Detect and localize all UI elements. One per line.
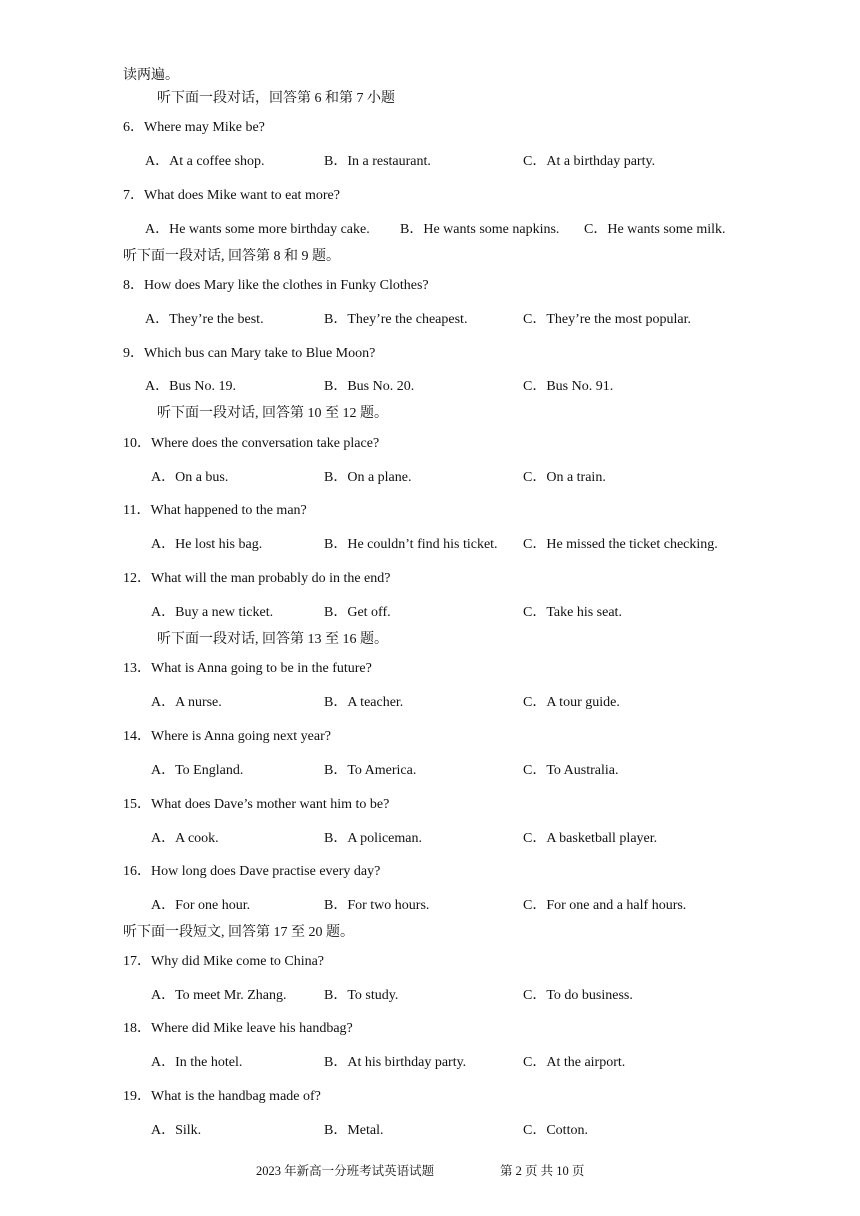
q17-option-a: A．To meet Mr. Zhang.	[151, 988, 287, 1003]
q14-option-a: A．To England.	[151, 763, 244, 778]
q10-option-b: B．On a plane.	[324, 470, 412, 485]
q7-option-c: C．He wants some milk.	[584, 222, 726, 237]
q11-option-b: B．He couldn’t find his ticket.	[324, 537, 498, 552]
question-14: 14．Where is Anna going next year?	[123, 729, 331, 744]
q13-option-b: B．A teacher.	[324, 695, 404, 710]
question-19: 19．What is the handbag made of?	[123, 1089, 321, 1104]
question-12: 12．What will the man probably do in the end?	[123, 571, 391, 586]
q19-option-a: A．Silk.	[151, 1123, 202, 1138]
footer-page-number: 第 2 页 共 10 页	[500, 1164, 585, 1178]
q16-option-b: B．For two hours.	[324, 898, 430, 913]
q11-option-a: A．He lost his bag.	[151, 537, 263, 552]
q12-option-a: A．Buy a new ticket.	[151, 605, 274, 620]
section-heading-10-12: 听下面一段对话, 回答第 10 至 12 题。	[157, 406, 388, 421]
q6-option-c: C．At a birthday party.	[523, 154, 656, 169]
q12-option-b: B．Get off.	[324, 605, 391, 620]
q17-option-b: B．To study.	[324, 988, 399, 1003]
q9-option-b: B．Bus No. 20.	[324, 379, 415, 394]
q14-option-b: B．To America.	[324, 763, 417, 778]
q18-option-b: B．At his birthday party.	[324, 1055, 467, 1070]
q16-option-c: C．For one and a half hours.	[523, 898, 687, 913]
q10-option-c: C．On a train.	[523, 470, 606, 485]
question-16: 16．How long does Dave practise every day?	[123, 864, 381, 879]
q18-option-c: C．At the airport.	[523, 1055, 626, 1070]
q7-option-a: A．He wants some more birthday cake.	[145, 222, 370, 237]
section-heading-6-7: 听下面一段对话，回答第 6 和第 7 小题	[157, 91, 395, 106]
q19-option-b: B．Metal.	[324, 1123, 384, 1138]
q12-option-c: C．Take his seat.	[523, 605, 622, 620]
section-heading-17-20: 听下面一段短文, 回答第 17 至 20 题。	[123, 925, 354, 940]
q15-option-a: A．A cook.	[151, 831, 219, 846]
section-heading-13-16: 听下面一段对话, 回答第 13 至 16 题。	[157, 632, 388, 647]
q9-option-c: C．Bus No. 91.	[523, 379, 614, 394]
q10-option-a: A．On a bus.	[151, 470, 229, 485]
question-17: 17．Why did Mike come to China?	[123, 954, 325, 969]
footer-exam-title: 2023 年新高一分班考试英语试题	[256, 1164, 435, 1178]
q17-option-c: C．To do business.	[523, 988, 633, 1003]
q15-option-c: C．A basketball player.	[523, 831, 658, 846]
question-11: 11．What happened to the man?	[123, 503, 307, 518]
q14-option-c: C．To Australia.	[523, 763, 619, 778]
q11-option-c: C．He missed the ticket checking.	[523, 537, 718, 552]
q16-option-a: A．For one hour.	[151, 898, 251, 913]
q13-option-c: C．A tour guide.	[523, 695, 620, 710]
question-15: 15．What does Dave’s mother want him to be?	[123, 797, 390, 812]
question-13: 13．What is Anna going to be in the future?	[123, 661, 372, 676]
question-7: 7．What does Mike want to eat more?	[123, 188, 340, 203]
section-heading-8-9: 听下面一段对话, 回答第 8 和 9 题。	[123, 249, 340, 264]
question-6: 6．Where may Mike be?	[123, 120, 265, 135]
q15-option-b: B．A policeman.	[324, 831, 422, 846]
q8-option-a: A．They’re the best.	[145, 312, 264, 327]
q13-option-a: A．A nurse.	[151, 695, 222, 710]
q18-option-a: A．In the hotel.	[151, 1055, 243, 1070]
q8-option-b: B．They’re the cheapest.	[324, 312, 468, 327]
question-9: 9．Which bus can Mary take to Blue Moon?	[123, 346, 376, 361]
question-18: 18．Where did Mike leave his handbag?	[123, 1021, 353, 1036]
q6-option-a: A．At a coffee shop.	[145, 154, 265, 169]
question-8: 8．How does Mary like the clothes in Funky Clothes?	[123, 278, 429, 293]
q19-option-c: C．Cotton.	[523, 1123, 588, 1138]
question-10: 10．Where does the conversation take place?	[123, 436, 380, 451]
q8-option-c: C．They’re the most popular.	[523, 312, 691, 327]
q9-option-a: A．Bus No. 19.	[145, 379, 237, 394]
q7-option-b: B．He wants some napkins.	[400, 222, 560, 237]
q6-option-b: B．In a restaurant.	[324, 154, 431, 169]
intro-tail-text: 读两遍。	[123, 68, 179, 83]
